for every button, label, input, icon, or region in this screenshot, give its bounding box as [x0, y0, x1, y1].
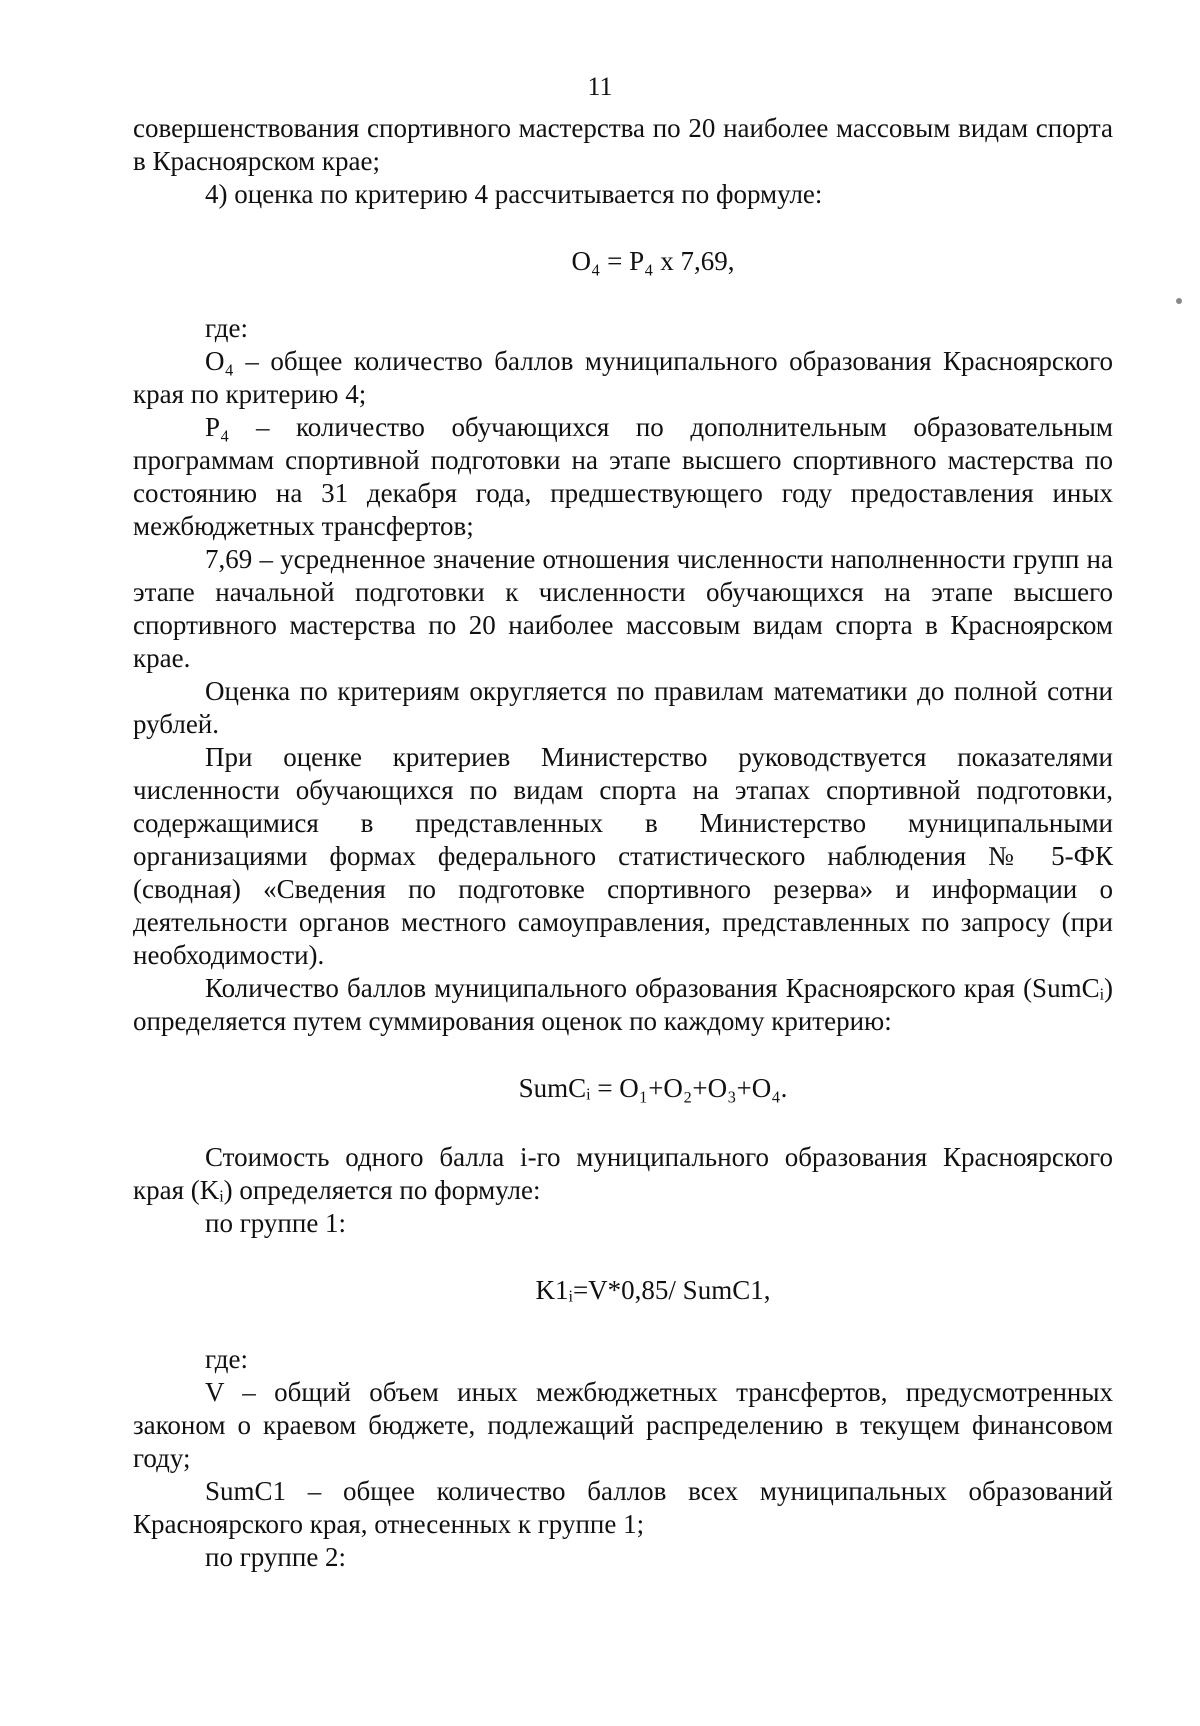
- paragraph: по группе 2:: [205, 1542, 347, 1572]
- paragraph: 7,69 – усредненное значение отношения численности наполненности групп на этапе начальной подготовки к численности обучающихся на этапе высшего спортивного мастерства по 20 наиболее массовым видам спорта в Красноярском крае.: [133, 544, 1113, 673]
- formula: O₄ = P₄ x 7,69,: [571, 246, 735, 276]
- paragraph: При оценке критериев Министерство руководствуется показателями численности обучающихся по видам спорта на этапах спортивной подготовки, содержащимися в представленных в Министерство муниципальными организациями формах федерального статистического наблюдения № 5-ФК (сводная) «Сведения по подготовке спортивного резерва» и информации о деятельности органов местного самоуправления, представленных по запросу (при необходимости).: [133, 742, 1113, 970]
- paragraph: Стоимость одного балла i-го муниципального образования Красноярского края (Kᵢ) определяется по формуле:: [133, 1142, 1113, 1205]
- paragraph: V – общий объем иных межбюджетных трансфертов, предусмотренных законом о краевом бюджете, подлежащий распределению в текущем финансовом году;: [133, 1377, 1113, 1473]
- document-body: [133, 112, 1113, 1574]
- paragraph: Оценка по критериям округляется по правилам математики до полной сотни рублей.: [133, 676, 1113, 739]
- paragraph: совершенствования спортивного мастерства по 20 наиболее массовым видам спорта в Красноярском крае;: [133, 113, 1113, 176]
- paragraph: где:: [205, 313, 248, 343]
- paragraph: SumC1 – общее количество баллов всех муниципальных образований Красноярского края, отнесенных к группе 1;: [133, 1476, 1113, 1539]
- paragraph: Количество баллов муниципального образования Красноярского края (SumCᵢ) определяется путем суммирования оценок по каждому критерию:: [133, 973, 1113, 1036]
- paragraph: O₄ – общее количество баллов муниципального образования Красноярского края по критерию 4;: [133, 346, 1113, 409]
- formula: K1ᵢ=V*0,85/ SumC1,: [535, 1275, 771, 1305]
- scan-mark: [1176, 298, 1182, 304]
- paragraph: P₄ – количество обучающихся по дополнительным образовательным программам спортивной подготовки на этапе высшего спортивного мастерства по состоянию на 31 декабря года, предшествующего году предоставления иных межбюджетных трансфертов;: [133, 412, 1113, 541]
- paragraph: где:: [205, 1344, 248, 1374]
- page-number: 11: [587, 72, 613, 101]
- formula: SumCᵢ = O₁+O₂+O₃+O₄.: [518, 1073, 788, 1103]
- paragraph: 4) оценка по критерию 4 рассчитывается по формуле:: [205, 179, 823, 209]
- paragraph: по группе 1:: [205, 1208, 347, 1238]
